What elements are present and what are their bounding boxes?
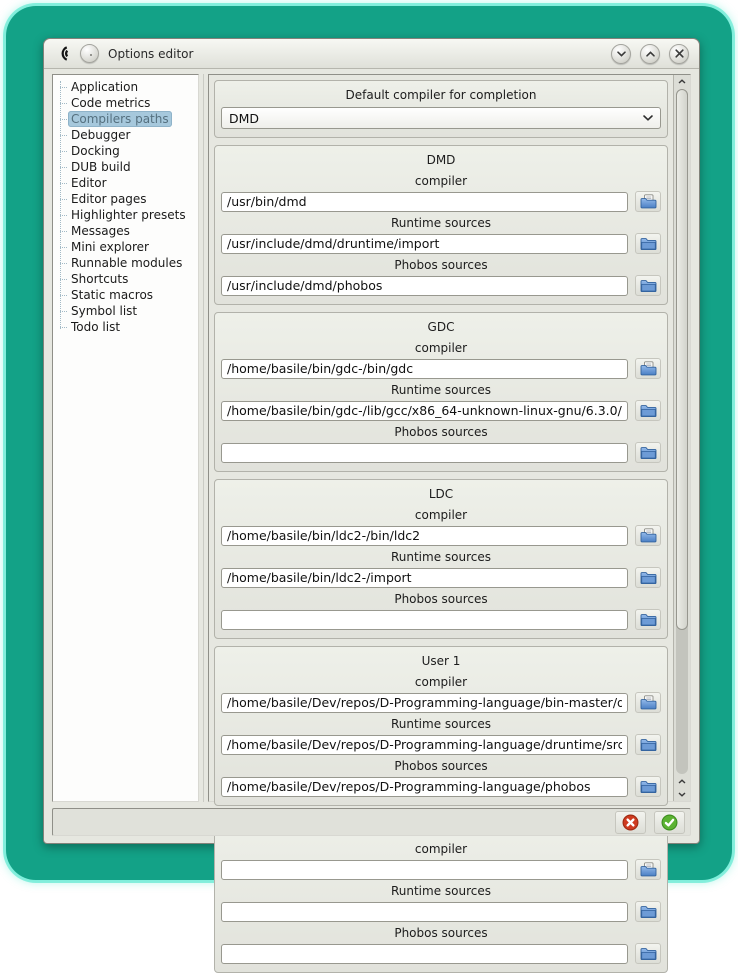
sidebar-item-dub-build[interactable] bbox=[68, 159, 196, 175]
chevron-up-icon bbox=[678, 779, 686, 784]
compiler-field-label: compiler bbox=[414, 341, 468, 355]
group-default-compiler bbox=[214, 80, 668, 138]
folder-icon bbox=[640, 279, 657, 293]
close-button[interactable] bbox=[669, 44, 689, 64]
folder-icon bbox=[640, 613, 657, 627]
screenshot-frame bbox=[6, 6, 732, 940]
runtime-field-label: Runtime sources bbox=[390, 717, 492, 731]
cancel-button[interactable] bbox=[615, 811, 646, 834]
sidebar-item-label: Todo list bbox=[71, 320, 121, 334]
ldc-browse-runtime-button[interactable] bbox=[635, 567, 661, 588]
accept-icon bbox=[661, 814, 678, 831]
folder-icon bbox=[640, 404, 657, 418]
scroll-down-button[interactable] bbox=[674, 788, 690, 801]
compiler-groups bbox=[214, 145, 668, 973]
scroll-up-button[interactable] bbox=[674, 75, 690, 88]
group-gdc bbox=[214, 312, 668, 472]
sidebar-item-label: Symbol list bbox=[71, 304, 138, 318]
ldc-browse-phobos-button[interactable] bbox=[635, 609, 661, 630]
folder-icon bbox=[640, 780, 657, 794]
open-file-icon bbox=[640, 695, 657, 710]
options-editor-window bbox=[43, 38, 700, 940]
window-menu-button[interactable] bbox=[80, 44, 99, 63]
open-file-icon bbox=[640, 194, 657, 209]
scrollbar-thumb[interactable] bbox=[676, 89, 688, 630]
group-user-2 bbox=[214, 813, 668, 973]
sidebar-item-debugger[interactable] bbox=[68, 127, 196, 143]
sidebar-item-symbol-list[interactable] bbox=[68, 303, 196, 319]
phobos-field-label: Phobos sources bbox=[394, 258, 488, 272]
scrollbar-track[interactable] bbox=[676, 89, 688, 774]
gdc-compiler-input[interactable] bbox=[221, 359, 628, 379]
compiler-field-label: compiler bbox=[414, 174, 468, 188]
compiler-group-title: GDC bbox=[427, 320, 455, 334]
dialog-footer bbox=[52, 808, 691, 836]
gdc-browse-phobos-button[interactable] bbox=[635, 442, 661, 463]
ldc-runtime-input[interactable] bbox=[221, 568, 628, 588]
sidebar-item-label: Runnable modules bbox=[71, 256, 183, 270]
sidebar-item-messages[interactable] bbox=[68, 223, 196, 239]
user-1-compiler-input[interactable] bbox=[221, 693, 628, 713]
sidebar-item-todo-list[interactable] bbox=[68, 319, 196, 335]
app-icon bbox=[54, 45, 71, 62]
chevron-down-icon bbox=[678, 792, 686, 797]
sidebar-item-label: Debugger bbox=[71, 128, 131, 142]
accept-button[interactable] bbox=[654, 811, 685, 834]
sidebar-item-label: Static macros bbox=[71, 288, 154, 302]
minimize-button[interactable] bbox=[611, 44, 631, 64]
phobos-field-label: Phobos sources bbox=[394, 759, 488, 773]
folder-icon bbox=[640, 446, 657, 460]
sidebar-item-label: Docking bbox=[71, 144, 120, 158]
scroll-up-button-bottom[interactable] bbox=[674, 775, 690, 788]
user-2-runtime-input[interactable] bbox=[221, 902, 628, 922]
default-compiler-select[interactable] bbox=[221, 107, 661, 129]
default-compiler-value: DMD bbox=[229, 110, 260, 126]
compiler-field-label: compiler bbox=[414, 675, 468, 689]
settings-panel bbox=[208, 74, 691, 940]
folder-icon bbox=[640, 571, 657, 585]
gdc-browse-compiler-button[interactable] bbox=[635, 358, 661, 379]
sidebar-item-label: Mini explorer bbox=[71, 240, 149, 254]
user-2-browse-compiler-button[interactable] bbox=[635, 859, 661, 880]
client-area bbox=[44, 69, 699, 940]
sidebar-item-application[interactable] bbox=[68, 79, 196, 95]
open-file-icon bbox=[640, 361, 657, 376]
group-title: Default compiler for completion bbox=[345, 88, 537, 102]
sidebar-item-label: Highlighter presets bbox=[71, 208, 186, 222]
chevron-down-icon bbox=[643, 115, 653, 121]
sidebar-item-editor[interactable] bbox=[68, 175, 196, 191]
sidebar-item-label: Shortcuts bbox=[71, 272, 129, 286]
category-sidebar bbox=[52, 74, 199, 802]
ldc-phobos-input[interactable] bbox=[221, 610, 628, 630]
dmd-browse-compiler-button[interactable] bbox=[635, 191, 661, 212]
gdc-phobos-input[interactable] bbox=[221, 443, 628, 463]
user-1-runtime-input[interactable] bbox=[221, 735, 628, 755]
sidebar-item-code-metrics[interactable] bbox=[68, 95, 196, 111]
sidebar-item-label: DUB build bbox=[71, 160, 131, 174]
compiler-field-label: compiler bbox=[414, 508, 468, 522]
cancel-icon bbox=[622, 814, 639, 831]
ldc-browse-compiler-button[interactable] bbox=[635, 525, 661, 546]
open-file-icon bbox=[640, 528, 657, 543]
sidebar-item-label: Code metrics bbox=[71, 96, 151, 110]
vertical-scrollbar[interactable] bbox=[673, 75, 690, 801]
dmd-browse-runtime-button[interactable] bbox=[635, 233, 661, 254]
user-2-compiler-input[interactable] bbox=[221, 860, 628, 880]
runtime-field-label: Runtime sources bbox=[390, 383, 492, 397]
sidebar-item-label: Messages bbox=[71, 224, 130, 238]
sidebar-item-runnable-modules[interactable] bbox=[68, 255, 196, 271]
chevron-up-icon bbox=[646, 51, 655, 57]
folder-icon bbox=[640, 237, 657, 251]
compilers-paths-page bbox=[209, 75, 673, 940]
sidebar-item-compilers-paths[interactable] bbox=[68, 111, 196, 127]
phobos-field-label: Phobos sources bbox=[394, 926, 488, 940]
compiler-group-title: DMD bbox=[426, 153, 456, 167]
folder-icon bbox=[640, 738, 657, 752]
sidebar-item-mini-explorer[interactable] bbox=[68, 239, 196, 255]
sidebar-item-static-macros[interactable] bbox=[68, 287, 196, 303]
compiler-field-label: compiler bbox=[414, 842, 468, 856]
chevron-up-icon bbox=[678, 79, 686, 84]
runtime-field-label: Runtime sources bbox=[390, 884, 492, 898]
sidebar-item-highlighter-presets[interactable] bbox=[68, 207, 196, 223]
sidebar-item-label: Application bbox=[71, 80, 139, 94]
user-1-browse-runtime-button[interactable] bbox=[635, 734, 661, 755]
gdc-runtime-input[interactable] bbox=[221, 401, 628, 421]
dmd-phobos-input[interactable] bbox=[221, 276, 628, 296]
user-2-phobos-input[interactable] bbox=[221, 944, 628, 964]
window-title: Options editor bbox=[108, 46, 194, 61]
sidebar-item-label: Editor pages bbox=[71, 192, 147, 206]
phobos-field-label: Phobos sources bbox=[394, 592, 488, 606]
open-file-icon bbox=[640, 862, 657, 877]
phobos-field-label: Phobos sources bbox=[394, 425, 488, 439]
group-user-1 bbox=[214, 646, 668, 806]
maximize-button[interactable] bbox=[640, 44, 660, 64]
chevron-down-icon bbox=[617, 51, 626, 57]
splitter[interactable] bbox=[199, 74, 208, 802]
runtime-field-label: Runtime sources bbox=[390, 216, 492, 230]
user-1-phobos-input[interactable] bbox=[221, 777, 628, 797]
user-2-browse-phobos-button[interactable] bbox=[635, 943, 661, 964]
compiler-group-title: User 1 bbox=[421, 654, 461, 668]
folder-icon bbox=[640, 905, 657, 919]
sidebar-item-editor-pages[interactable] bbox=[68, 191, 196, 207]
user-1-browse-compiler-button[interactable] bbox=[635, 692, 661, 713]
dmd-browse-phobos-button[interactable] bbox=[635, 275, 661, 296]
dmd-runtime-input[interactable] bbox=[221, 234, 628, 254]
dmd-compiler-input[interactable] bbox=[221, 192, 628, 212]
ldc-compiler-input[interactable] bbox=[221, 526, 628, 546]
folder-icon bbox=[640, 947, 657, 961]
sidebar-item-label: Editor bbox=[71, 176, 107, 190]
category-list bbox=[53, 79, 196, 335]
sidebar-item-docking[interactable] bbox=[68, 143, 196, 159]
sidebar-item-label: Compilers paths bbox=[68, 111, 172, 127]
group-ldc bbox=[214, 479, 668, 639]
titlebar bbox=[44, 39, 699, 69]
user-1-browse-phobos-button[interactable] bbox=[635, 776, 661, 797]
runtime-field-label: Runtime sources bbox=[390, 550, 492, 564]
close-icon bbox=[675, 49, 684, 58]
gdc-browse-runtime-button[interactable] bbox=[635, 400, 661, 421]
sidebar-item-shortcuts[interactable] bbox=[68, 271, 196, 287]
group-dmd bbox=[214, 145, 668, 305]
compiler-group-title: LDC bbox=[428, 487, 454, 501]
user-2-browse-runtime-button[interactable] bbox=[635, 901, 661, 922]
